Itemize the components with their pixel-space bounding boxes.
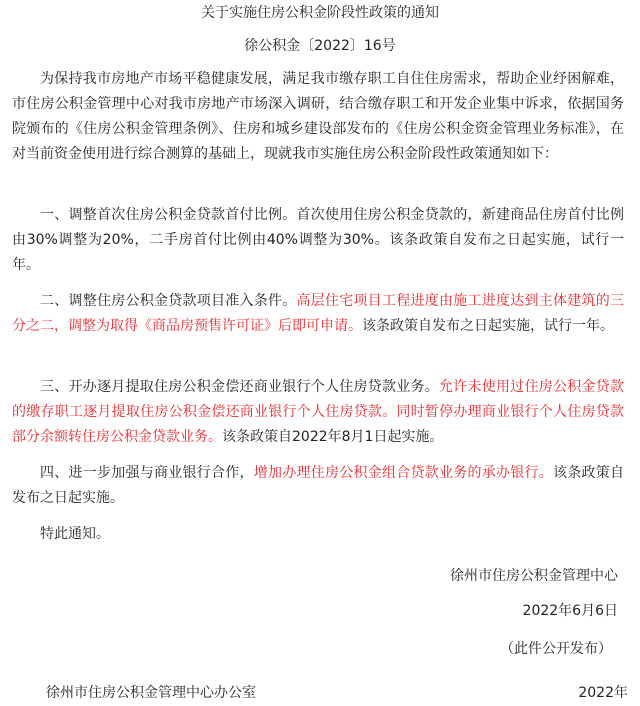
closing-line: 特此通知。 [40,526,110,542]
signature-org: 徐州市住房公积金管理中心 [450,568,618,584]
document-title: 关于实施住房公积金阶段性政策的通知 [201,5,439,21]
publish-note: （此件公开发布） [500,641,612,657]
policy-item-3-tail: 该条政策自2022年8月1日起实施。 [222,429,444,445]
policy-item-2-lead: 二、调整住房公积金贷款项目准入条件。 [40,293,297,309]
intro-paragraph: 为保持我市房地产市场平稳健康发展，满足我市缴存职工自住住房需求，帮助企业纾困解难，市住房公积金管理中心对我市房地产市场深入调研，结合缴存职工和开发企业集中诉求，依据国务院颁布的《住房公积金管理条例》、住房和城乡建设部发布的《住房公积金资金管理业务标准》，在对当前资金使用进行综合测算的基础上，现就我市实施住房公积金阶段性政策通知如下： [12,71,624,162]
policy-item-2-highlight: 高层住宅项目工程进度由施工进度达到主体建筑的三分之二，调整为取得《商品房预售许可证》后即可申请。 [12,293,624,334]
policy-item-3 [12,375,624,450]
footer-office: 徐州市住房公积金管理中心办公室 [46,685,256,701]
policy-item-3-highlight: 允许未使用过住房公积金贷款的缴存职工逐月提取住房公积金偿还商业银行个人住房贷款。同时暂停办理商业银行个人住房贷款部分余额转住房公积金贷款业务。 [12,379,624,445]
policy-item-4-lead: 四、进一步加强与商业银行合作， [40,465,254,481]
footer-year: 2022年 [578,685,628,701]
policy-item-3-lead: 三、开办逐月提取住房公积金偿还商业银行个人住房贷款业务。 [40,379,439,395]
policy-item-4-tail: 该条政策自发布之日起实施。 [12,465,624,506]
policy-item-2-tail: 该条政策自发布之日起实施，试行一年。 [362,318,614,334]
policy-item-4 [12,461,624,511]
policy-item-1: 一、调整首次住房公积金贷款首付比例。首次使用住房公积金贷款的，新建商品住房首付比例由30%调整为20%，二手房首付比例由40%调整为30%。该条政策自发布之日起实施，试行一年。 [12,207,624,273]
signature-date: 2022年6月6日 [522,603,618,619]
policy-item-4-highlight: 增加办理住房公积金组合贷款业务的承办银行。 [253,465,553,481]
document-number: 徐公积金〔2022〕16号 [244,38,396,54]
policy-item-2 [12,289,624,339]
